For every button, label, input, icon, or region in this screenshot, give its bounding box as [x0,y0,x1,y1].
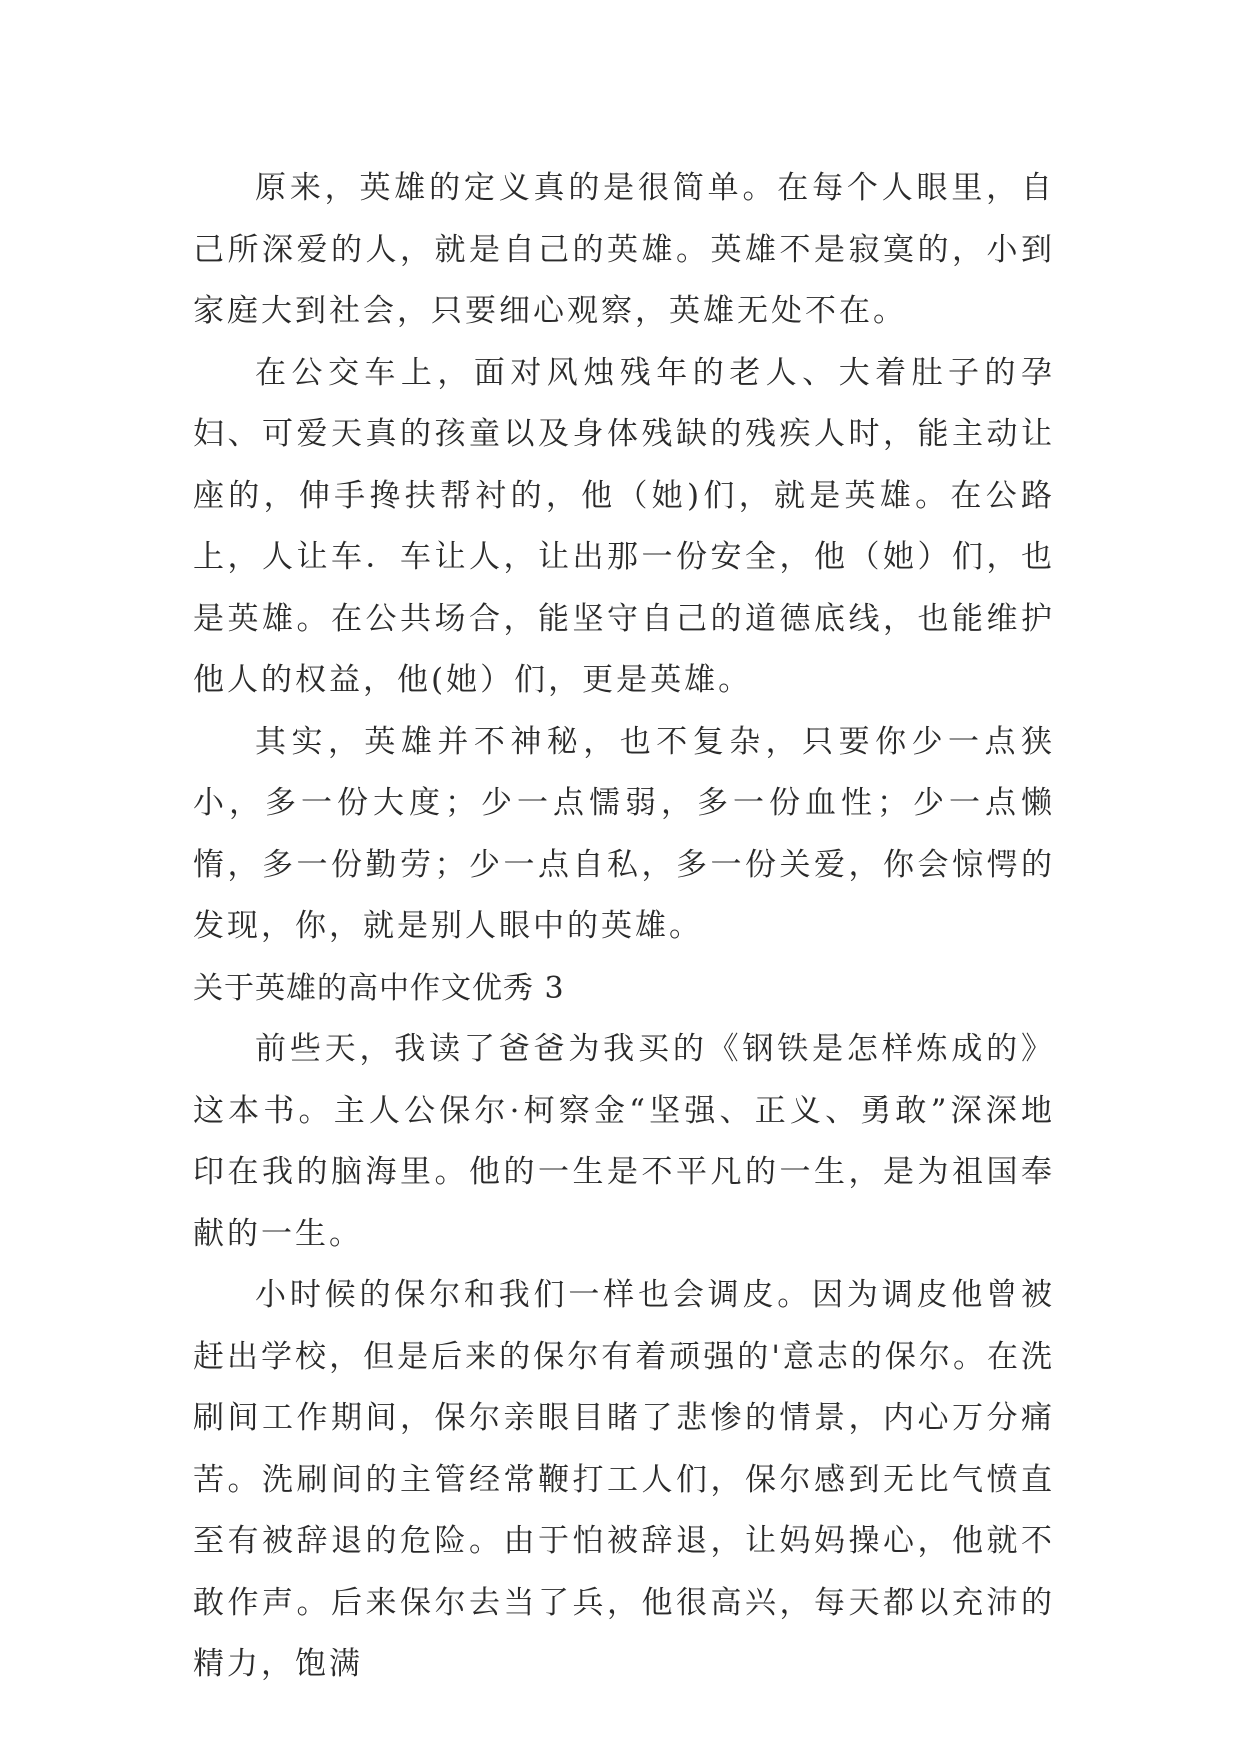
paragraph-paul: 小时候的保尔和我们一样也会调皮。因为调皮他曾被赶出学校，但是后来的保尔有着顽强的'意志的保尔。在洗刷间工作期间，保尔亲眼目睹了悲惨的情景，内心万分痛苦。洗刷间的主管经常鞭打工人们，保尔感到无比气愤直至有被辞退的危险。由于怕被辞退，让妈妈操心，他就不敢作声。后来保尔去当了兵，他很高兴，每天都以充沛的精力，饱满 [193,1277,1055,1682]
essay-heading: 关于英雄的高中作文优秀 3 [193,970,565,1006]
paragraph-definition: 原来，英雄的定义真的是很简单。在每个人眼里，自己所深爱的人，就是自己的英雄。英雄不是寂寞的，小到家庭大到社会，只要细心观察，英雄无处不在。 [193,170,1055,329]
paragraph-book: 前些天，我读了爸爸为我买的《钢铁是怎样炼成的》这本书。主人公保尔·柯察金“坚强、正义、勇敢”深深地印在我的脑海里。他的一生是不平凡的一生，是为祖国奉献的一生。 [193,1031,1055,1252]
paragraph-conclusion: 其实，英雄并不神秘，也不复杂，只要你少一点狭小，多一份大度；少一点懦弱，多一份血性；少一点懒惰，多一份勤劳；少一点自私，多一份关爱，你会惊愕的发现，你，就是别人眼中的英雄。 [193,723,1055,944]
document-body [193,158,1055,1696]
paragraph-bus: 在公交车上，面对风烛残年的老人、大着肚子的孕妇、可爱天真的孩童以及身体残缺的残疾人时，能主动让座的，伸手搀扶帮衬的，他（她)们，就是英雄。在公路上，人让车．车让人，让出那一份安全，他（她）们，也是英雄。在公共场合，能坚守自己的道德底线，也能维护他人的权益，他(她）们，更是英雄。 [193,354,1055,698]
